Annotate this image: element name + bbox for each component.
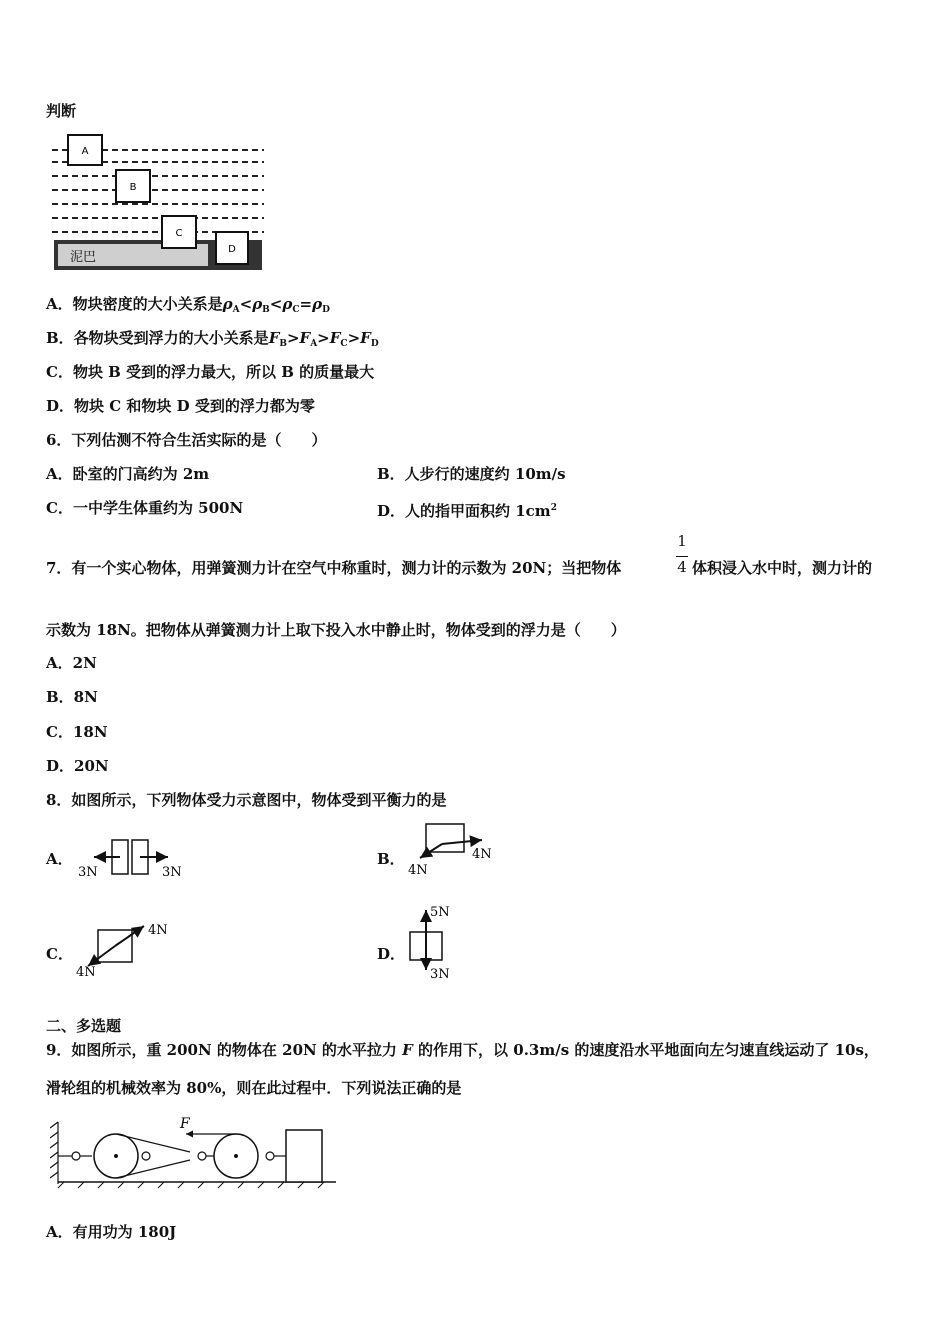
q8-stem: 8．如图所示，下列物体受力示意图中，物体受到平衡力的是 <box>46 791 447 809</box>
svg-text:4N: 4N <box>408 863 428 878</box>
q7-option-b[interactable]: B．8N <box>46 688 98 706</box>
q7-stem-part2: 体积浸入水中时，测力计的 <box>692 559 873 577</box>
q7-fraction: 1 4 <box>677 532 687 576</box>
pulley-figure <box>50 1112 340 1192</box>
q7-stem-part1: 7．有一个实心物体，用弹簧测力计在空气中称重时，测力计的示数为 20N；当把物体 <box>46 559 622 577</box>
float-blocks-figure <box>48 132 270 274</box>
svg-text:F: F <box>180 1116 190 1132</box>
q7-option-d[interactable]: D．20N <box>46 757 109 775</box>
svg-text:5N: 5N <box>430 905 450 920</box>
q8-option-c[interactable]: C． <box>46 945 73 963</box>
q8-figure-d <box>402 900 466 984</box>
svg-text:3N: 3N <box>78 865 98 880</box>
q8-figure-b <box>400 818 504 880</box>
svg-text:4N: 4N <box>472 847 492 862</box>
q9-stem-line2: 滑轮组的机械效率为 80%，则在此过程中．下列说法正确的是 <box>46 1079 462 1097</box>
q6-option-c[interactable]: C．一中学生体重约为 500N <box>46 499 244 517</box>
q6-stem: 6．下列估测不符合生活实际的是（ ） <box>46 431 327 449</box>
svg-text:4N: 4N <box>148 923 168 938</box>
q5-option-c[interactable]: C．物块 B 受到的浮力最大，所以 B 的质量最大 <box>46 363 375 381</box>
block-b-label: B <box>129 182 137 193</box>
q7-option-a[interactable]: A．2N <box>46 654 97 672</box>
q6-option-a[interactable]: A．卧室的门高约为 2m <box>46 465 210 483</box>
q8-option-b[interactable]: B． <box>377 850 405 868</box>
mud-label: 泥巴 <box>70 250 97 265</box>
svg-text:3N: 3N <box>162 865 182 880</box>
q9-option-a[interactable]: A．有用功为 180J <box>46 1223 177 1241</box>
q7-option-c[interactable]: C．18N <box>46 723 108 741</box>
q7-stem-line2: 示数为 18N。把物体从弹簧测力计上取下投入水中静止时，物体受到的浮力是（ ） <box>46 621 626 639</box>
intro-text: 判断 <box>46 102 77 120</box>
q8-figure-a <box>74 834 186 882</box>
ground-hatching <box>58 1182 324 1188</box>
q8-figure-c <box>72 916 184 982</box>
section-title-multiple-choice: 二、多选题 <box>46 1017 122 1035</box>
q5-option-d[interactable]: D．物块 C 和物块 D 受到的浮力都为零 <box>46 397 315 415</box>
q8-option-a[interactable]: A． <box>46 850 73 868</box>
q9-stem-line1: 9．如图所示，重 200N 的物体在 20N 的水平拉力 F 的作用下，以 0.3m/s 的速度沿水平地面向左匀速直线运动了 10s， <box>46 1041 879 1059</box>
object-block <box>286 1130 322 1182</box>
q6-option-b[interactable]: B．人步行的速度约 10m/s <box>377 465 566 483</box>
q8-option-d[interactable]: D． <box>377 945 406 963</box>
q6-option-d[interactable]: D．人的指甲面积约 $1cm^2$ <box>377 502 557 520</box>
block-a-label: A <box>81 146 89 157</box>
block-c-label: C <box>175 228 183 239</box>
svg-text:4N: 4N <box>76 965 96 980</box>
wall-hatching <box>50 1122 58 1184</box>
q5-option-b[interactable]: B．各物块受到浮力的大小关系是$F_B>F_A>F_C>F_D$ <box>46 329 379 349</box>
block-d-label: D <box>228 244 236 255</box>
svg-text:3N: 3N <box>430 967 450 982</box>
q5-option-a[interactable]: A．物块密度的大小关系是$\rho_A<\rho_B<\rho_C=\rho_D$ <box>46 295 330 315</box>
